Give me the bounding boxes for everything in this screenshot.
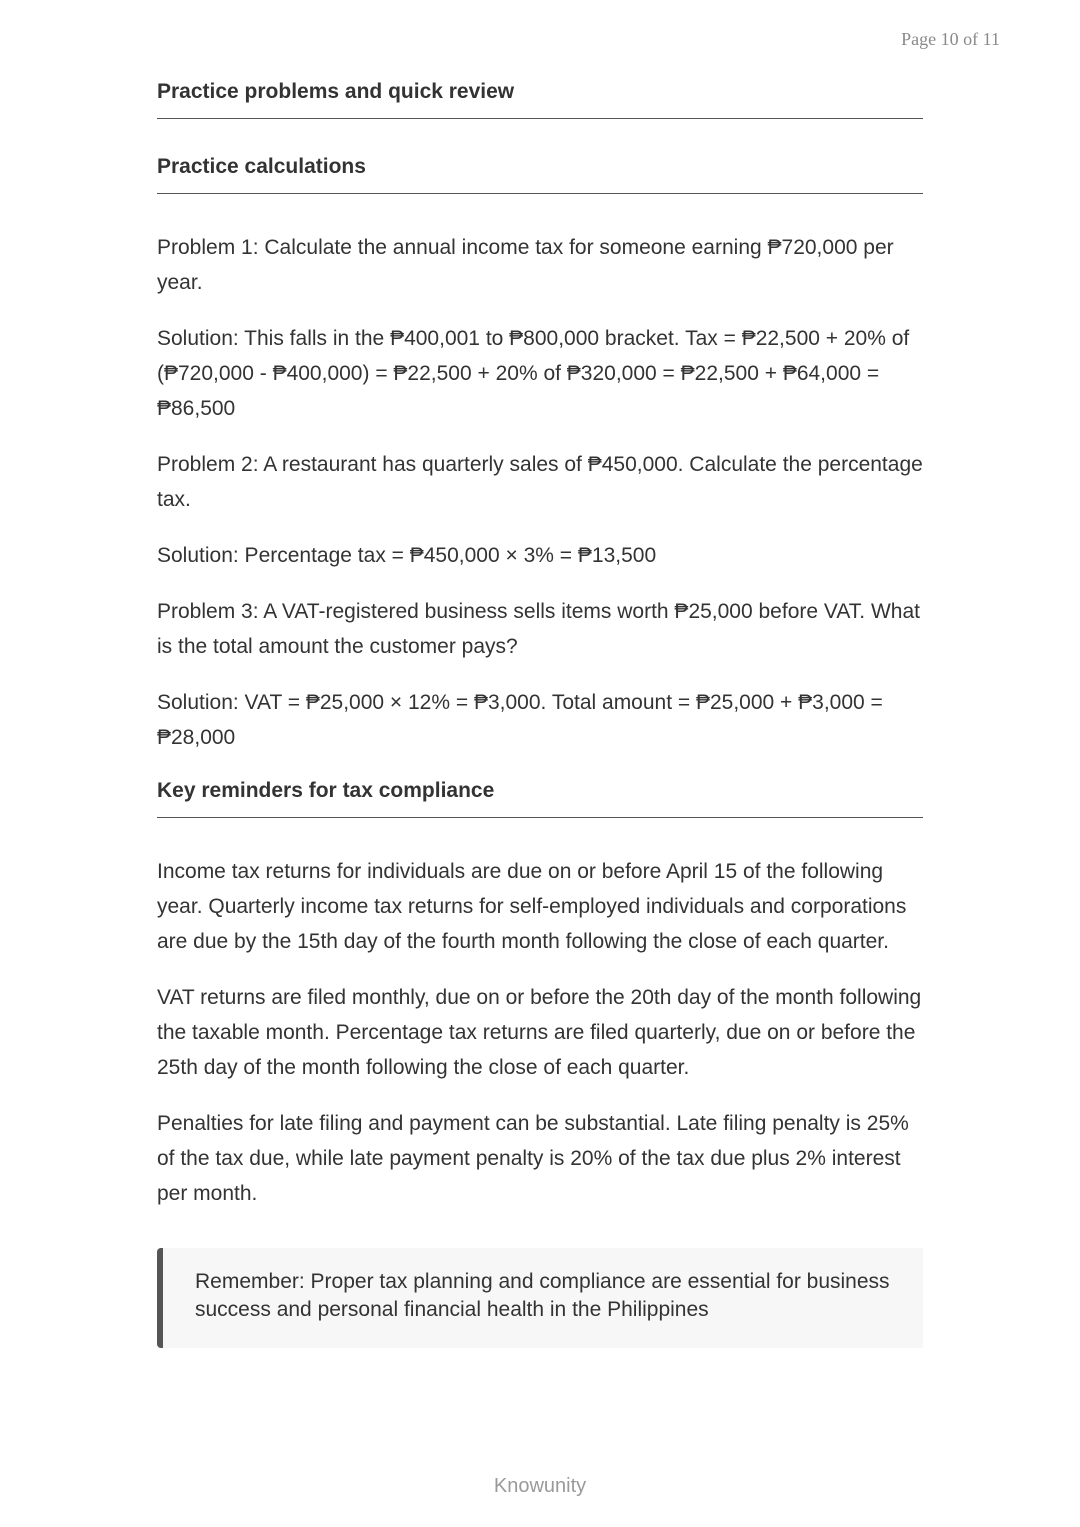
page-number: Page 10 of 11 xyxy=(901,29,1000,49)
remember-callout xyxy=(157,1248,923,1348)
callout-text: Remember: Proper tax planning and compliance are essential for business success and personal financial health in the Philippines xyxy=(195,1270,890,1321)
practice-calculations-heading: Practice calculations xyxy=(157,153,923,194)
solution-3: Solution: VAT = ₱25,000 × 12% = ₱3,000. Total amount = ₱25,000 + ₱3,000 = ₱28,000 xyxy=(157,691,883,749)
reminder-penalties: Penalties for late filing and payment can be substantial. Late filing penalty is 25% of the tax due, while late payment penalty is 20% of the tax due plus 2% interest per month. xyxy=(157,1112,909,1205)
practice-problems xyxy=(157,230,923,755)
problem-1: Problem 1: Calculate the annual income tax for someone earning ₱720,000 per year. xyxy=(157,236,894,294)
footer-watermark: Knowunity xyxy=(493,1475,587,1497)
key-reminders-heading: Key reminders for tax compliance xyxy=(157,777,923,818)
document-body xyxy=(157,78,923,1348)
key-reminders xyxy=(157,854,923,1211)
reminder-vat-returns: VAT returns are filed monthly, due on or before the 20th day of the month following the taxable month. Percentage tax returns are filed quarterly, due on or before the 25th day of the month following the close of each quarter. xyxy=(157,986,922,1079)
solution-1: Solution: This falls in the ₱400,001 to ₱800,000 bracket. Tax = ₱22,500 + 20% of (₱720,000 - ₱400,000) = ₱22,500 + 20% of ₱320,000 = ₱22,500 + ₱64,000 = ₱86,500 xyxy=(157,327,910,420)
reminder-filing-deadlines: Income tax returns for individuals are due on or before April 15 of the following year. Quarterly income tax returns for self-employed individuals and corporations are due by the 15th day of the fourth month following the close of each quarter. xyxy=(157,860,907,953)
problem-3: Problem 3: A VAT-registered business sells items worth ₱25,000 before VAT. What is the total amount the customer pays? xyxy=(157,600,920,658)
solution-2: Solution: Percentage tax = ₱450,000 × 3% = ₱13,500 xyxy=(157,544,657,567)
problem-2: Problem 2: A restaurant has quarterly sales of ₱450,000. Calculate the percentage tax. xyxy=(157,453,923,511)
main-heading: Practice problems and quick review xyxy=(157,78,923,119)
